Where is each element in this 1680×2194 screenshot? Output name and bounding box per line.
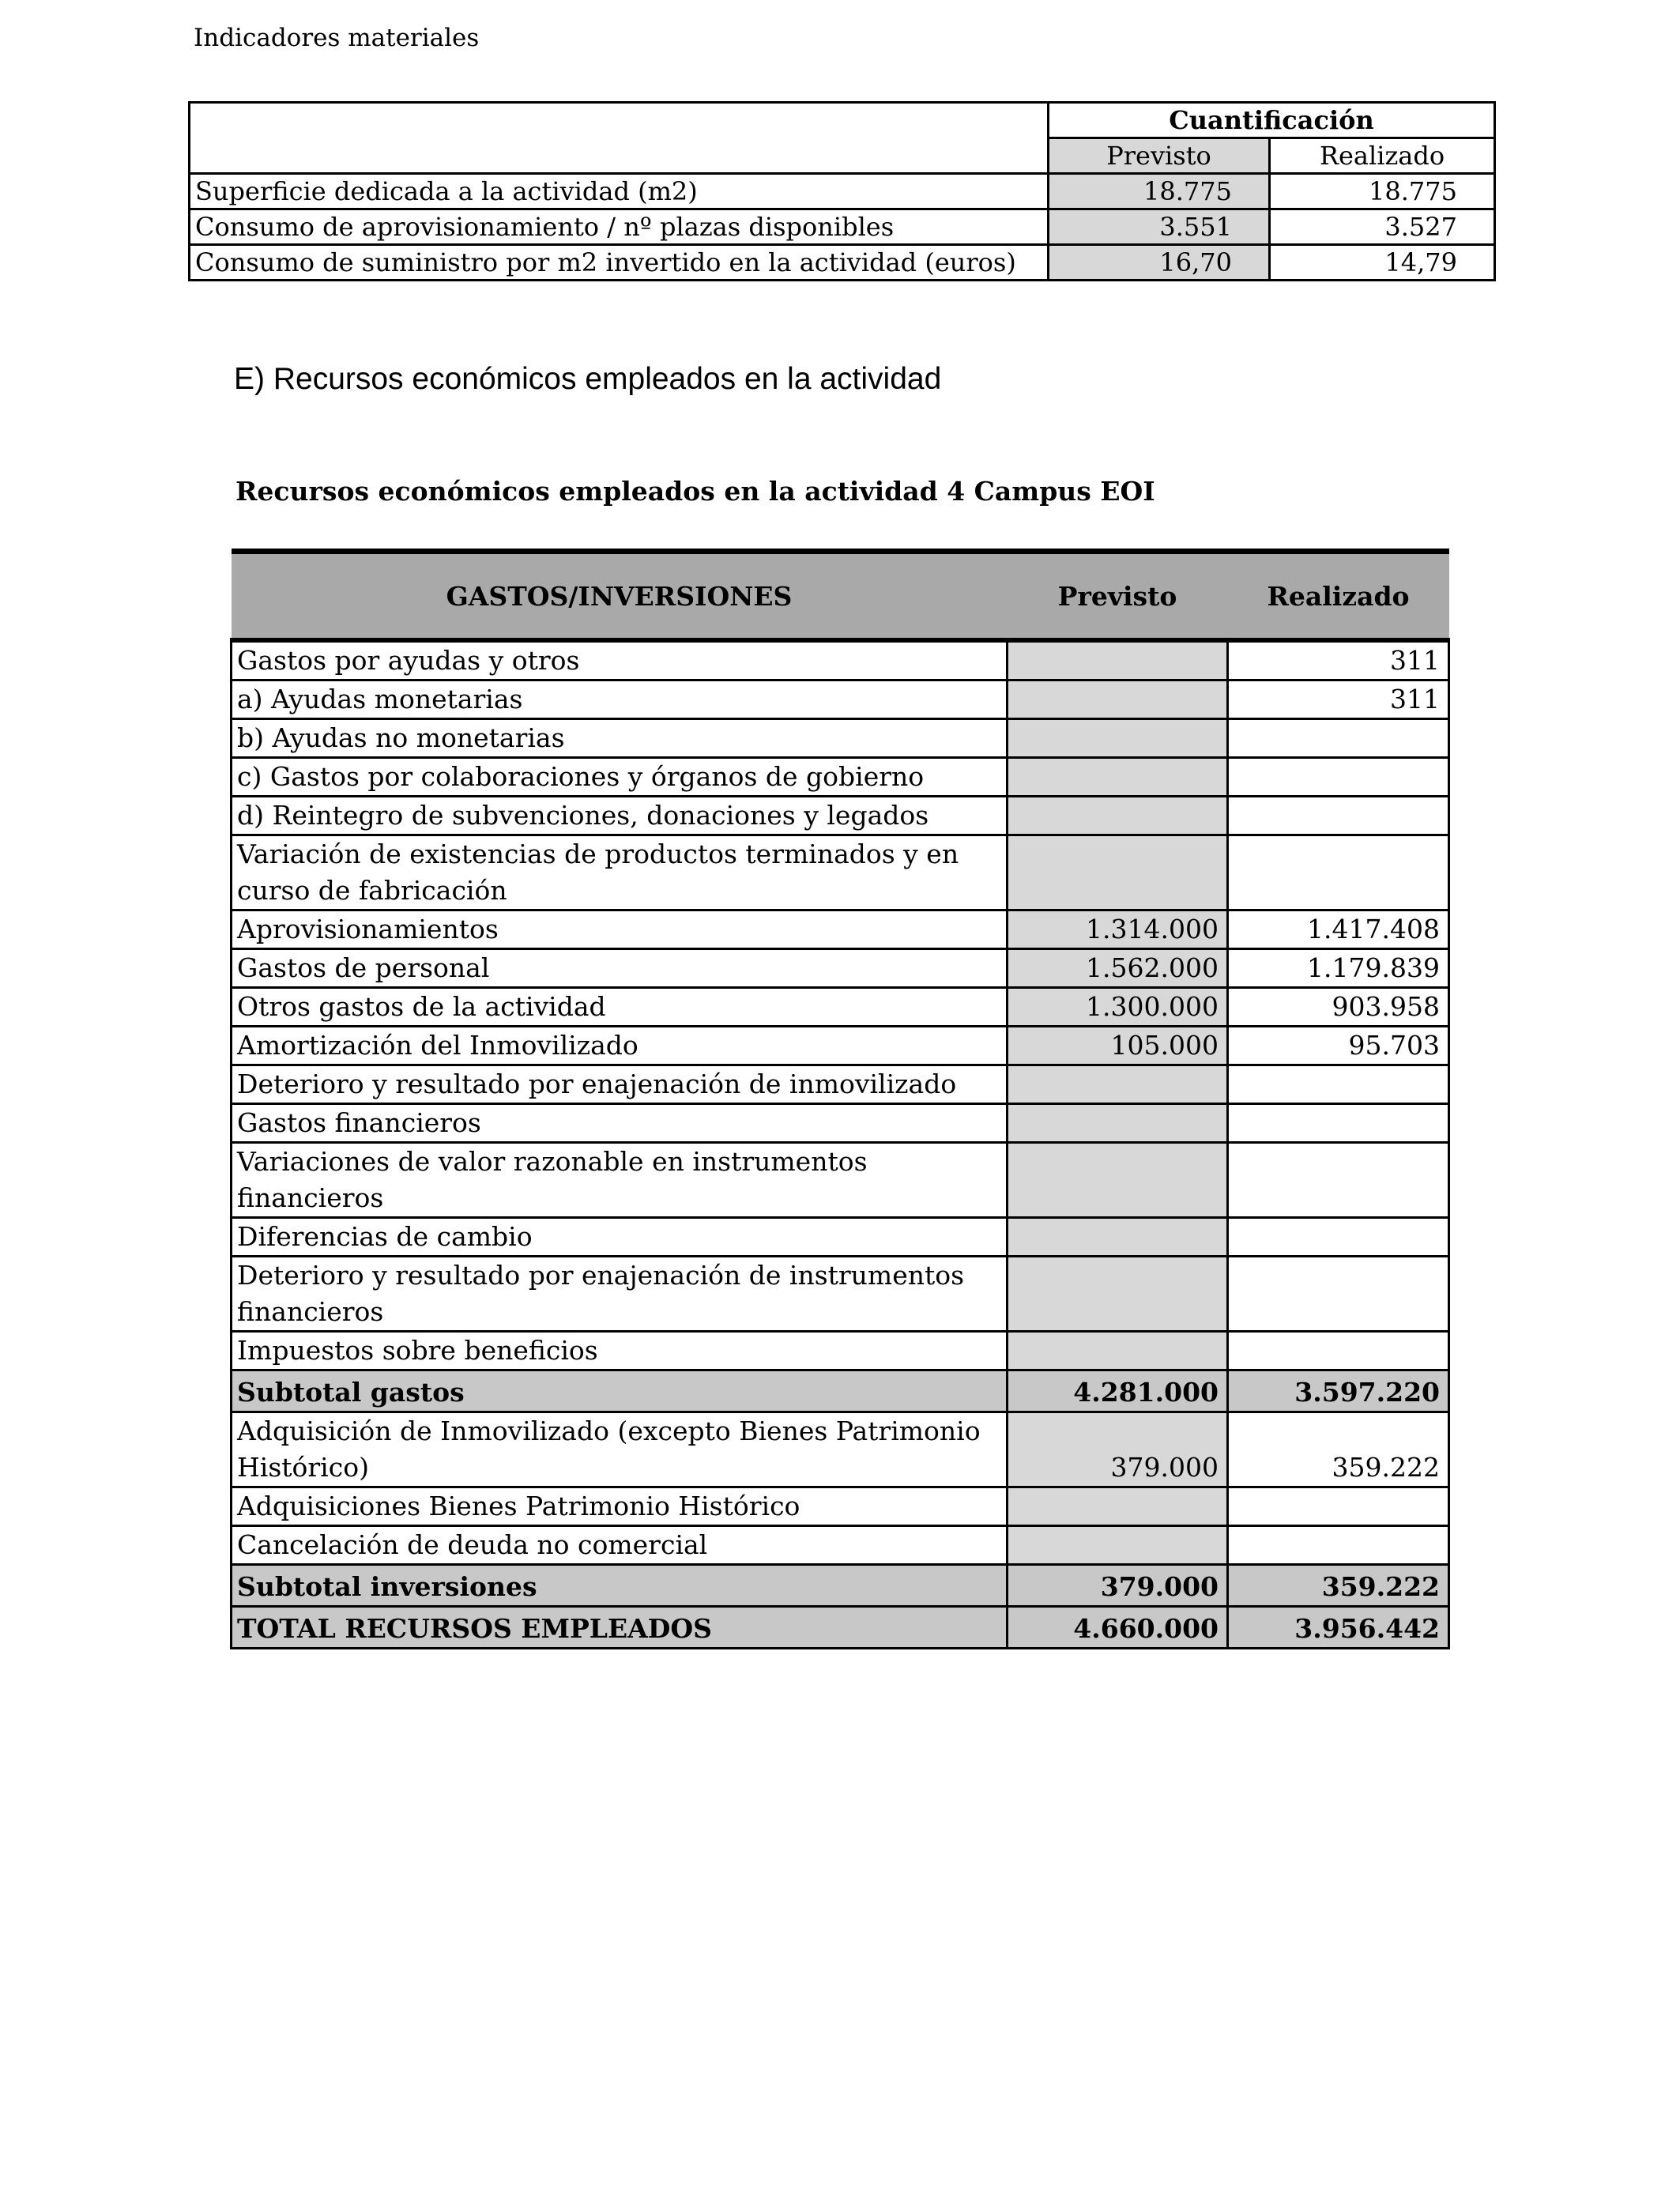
resources-col-previsto: Previsto bbox=[1008, 552, 1228, 641]
resources-col-realizado: Realizado bbox=[1228, 552, 1449, 641]
resource-label: Deterioro y resultado por enajenación de inmovilizado bbox=[232, 1065, 1008, 1104]
resource-realizado: 3.956.442 bbox=[1228, 1607, 1449, 1649]
table-row bbox=[232, 758, 1449, 797]
resource-label: d) Reintegro de subvenciones, donaciones y legados bbox=[232, 797, 1008, 835]
resource-realizado: 1.417.408 bbox=[1228, 910, 1449, 949]
indicators-group-header-row bbox=[190, 103, 1495, 138]
resource-label: Subtotal inversiones bbox=[232, 1565, 1008, 1607]
resource-previsto bbox=[1008, 1065, 1228, 1104]
resource-label: Diferencias de cambio bbox=[232, 1218, 1008, 1257]
table-row bbox=[232, 1027, 1449, 1065]
table-row bbox=[232, 988, 1449, 1027]
resource-realizado bbox=[1228, 835, 1449, 910]
resource-label: Variación de existencias de productos terminados y en curso de fabricación bbox=[232, 835, 1008, 910]
resource-label: a) Ayudas monetarias bbox=[232, 680, 1008, 719]
page-header: Indicadores materiales bbox=[194, 24, 480, 52]
indicators-group-header: Cuantificación bbox=[1049, 103, 1495, 138]
resource-previsto bbox=[1008, 758, 1228, 797]
resource-realizado: 311 bbox=[1228, 680, 1449, 719]
resource-label: Gastos de personal bbox=[232, 949, 1008, 988]
resource-previsto: 1.300.000 bbox=[1008, 988, 1228, 1027]
table-row bbox=[190, 245, 1495, 281]
table-row bbox=[232, 1487, 1449, 1526]
table-row bbox=[232, 1332, 1449, 1370]
table-row bbox=[232, 1065, 1449, 1104]
resource-previsto bbox=[1008, 1257, 1228, 1332]
resource-previsto: 379.000 bbox=[1008, 1565, 1228, 1607]
table-row bbox=[232, 797, 1449, 835]
resources-table bbox=[230, 548, 1450, 1649]
resource-realizado: 1.179.839 bbox=[1228, 949, 1449, 988]
resource-previsto bbox=[1008, 1143, 1228, 1218]
indicator-previsto: 18.775 bbox=[1049, 174, 1270, 209]
section-heading: E) Recursos económicos empleados en la actividad bbox=[234, 362, 942, 396]
table-row bbox=[232, 1412, 1449, 1487]
table-row bbox=[232, 1218, 1449, 1257]
resource-label: Adquisición de Inmovilizado (excepto Bienes Patrimonio Histórico) bbox=[232, 1412, 1008, 1487]
resource-label: Amortización del Inmovilizado bbox=[232, 1027, 1008, 1065]
resource-realizado: 311 bbox=[1228, 640, 1449, 680]
resource-realizado bbox=[1228, 1487, 1449, 1526]
resource-previsto bbox=[1008, 797, 1228, 835]
indicator-realizado: 18.775 bbox=[1270, 174, 1495, 209]
resource-previsto bbox=[1008, 1332, 1228, 1370]
table-row bbox=[232, 910, 1449, 949]
indicator-label: Consumo de suministro por m2 invertido en la actividad (euros) bbox=[190, 245, 1049, 281]
table-row bbox=[190, 174, 1495, 209]
resource-previsto bbox=[1008, 1104, 1228, 1143]
resource-label: Subtotal gastos bbox=[232, 1370, 1008, 1412]
subtotal-row bbox=[232, 1370, 1449, 1412]
table-row bbox=[232, 835, 1449, 910]
resource-label: b) Ayudas no monetarias bbox=[232, 719, 1008, 758]
resource-label: Adquisiciones Bienes Patrimonio Histórico bbox=[232, 1487, 1008, 1526]
indicators-blank-cell bbox=[190, 103, 1049, 174]
resource-realizado bbox=[1228, 1143, 1449, 1218]
table-row bbox=[232, 1526, 1449, 1565]
resource-realizado: 95.703 bbox=[1228, 1027, 1449, 1065]
resource-previsto: 4.281.000 bbox=[1008, 1370, 1228, 1412]
resource-label: Impuestos sobre beneficios bbox=[232, 1332, 1008, 1370]
indicator-label: Consumo de aprovisionamiento / nº plazas disponibles bbox=[190, 209, 1049, 245]
resource-realizado bbox=[1228, 1526, 1449, 1565]
indicator-label: Superficie dedicada a la actividad (m2) bbox=[190, 174, 1049, 209]
indicator-realizado: 3.527 bbox=[1270, 209, 1495, 245]
resource-realizado bbox=[1228, 719, 1449, 758]
resources-table-title: Recursos económicos empleados en la actividad 4 Campus EOI bbox=[235, 476, 1155, 507]
indicator-realizado: 14,79 bbox=[1270, 245, 1495, 281]
subtotal-row bbox=[232, 1565, 1449, 1607]
resource-previsto bbox=[1008, 1526, 1228, 1565]
resource-previsto: 1.562.000 bbox=[1008, 949, 1228, 988]
table-row bbox=[190, 209, 1495, 245]
indicators-col-realizado: Realizado bbox=[1270, 138, 1495, 174]
resource-realizado bbox=[1228, 1065, 1449, 1104]
resource-label: Gastos por ayudas y otros bbox=[232, 640, 1008, 680]
resource-label: Deterioro y resultado por enajenación de instrumentos financieros bbox=[232, 1257, 1008, 1332]
resources-col-label: GASTOS/INVERSIONES bbox=[232, 552, 1008, 641]
resource-previsto bbox=[1008, 1487, 1228, 1526]
resource-realizado bbox=[1228, 758, 1449, 797]
table-row bbox=[232, 719, 1449, 758]
resource-realizado bbox=[1228, 1332, 1449, 1370]
table-row bbox=[232, 640, 1449, 680]
resource-realizado bbox=[1228, 1104, 1449, 1143]
resource-realizado bbox=[1228, 1257, 1449, 1332]
resource-label: Gastos financieros bbox=[232, 1104, 1008, 1143]
resource-previsto bbox=[1008, 1218, 1228, 1257]
resource-previsto: 379.000 bbox=[1008, 1412, 1228, 1487]
resource-label: TOTAL RECURSOS EMPLEADOS bbox=[232, 1607, 1008, 1649]
resource-realizado: 359.222 bbox=[1228, 1565, 1449, 1607]
resource-previsto: 105.000 bbox=[1008, 1027, 1228, 1065]
table-row bbox=[232, 1143, 1449, 1218]
table-row bbox=[232, 680, 1449, 719]
resource-label: Otros gastos de la actividad bbox=[232, 988, 1008, 1027]
resource-previsto bbox=[1008, 835, 1228, 910]
table-row bbox=[232, 1257, 1449, 1332]
resource-realizado: 903.958 bbox=[1228, 988, 1449, 1027]
resource-label: c) Gastos por colaboraciones y órganos de gobierno bbox=[232, 758, 1008, 797]
total-row bbox=[232, 1607, 1449, 1649]
resource-realizado bbox=[1228, 797, 1449, 835]
indicator-previsto: 16,70 bbox=[1049, 245, 1270, 281]
resource-realizado bbox=[1228, 1218, 1449, 1257]
table-row bbox=[232, 949, 1449, 988]
indicators-table bbox=[188, 101, 1496, 281]
resource-label: Variaciones de valor razonable en instrumentos financieros bbox=[232, 1143, 1008, 1218]
resource-label: Cancelación de deuda no comercial bbox=[232, 1526, 1008, 1565]
indicators-col-previsto: Previsto bbox=[1049, 138, 1270, 174]
resources-body bbox=[232, 640, 1449, 1649]
resource-previsto bbox=[1008, 719, 1228, 758]
resource-realizado: 359.222 bbox=[1228, 1412, 1449, 1487]
resource-previsto bbox=[1008, 680, 1228, 719]
resource-realizado: 3.597.220 bbox=[1228, 1370, 1449, 1412]
resources-header-row bbox=[232, 552, 1449, 641]
resource-previsto: 1.314.000 bbox=[1008, 910, 1228, 949]
resource-label: Aprovisionamientos bbox=[232, 910, 1008, 949]
resource-previsto: 4.660.000 bbox=[1008, 1607, 1228, 1649]
indicator-previsto: 3.551 bbox=[1049, 209, 1270, 245]
table-row bbox=[232, 1104, 1449, 1143]
resource-previsto bbox=[1008, 640, 1228, 680]
